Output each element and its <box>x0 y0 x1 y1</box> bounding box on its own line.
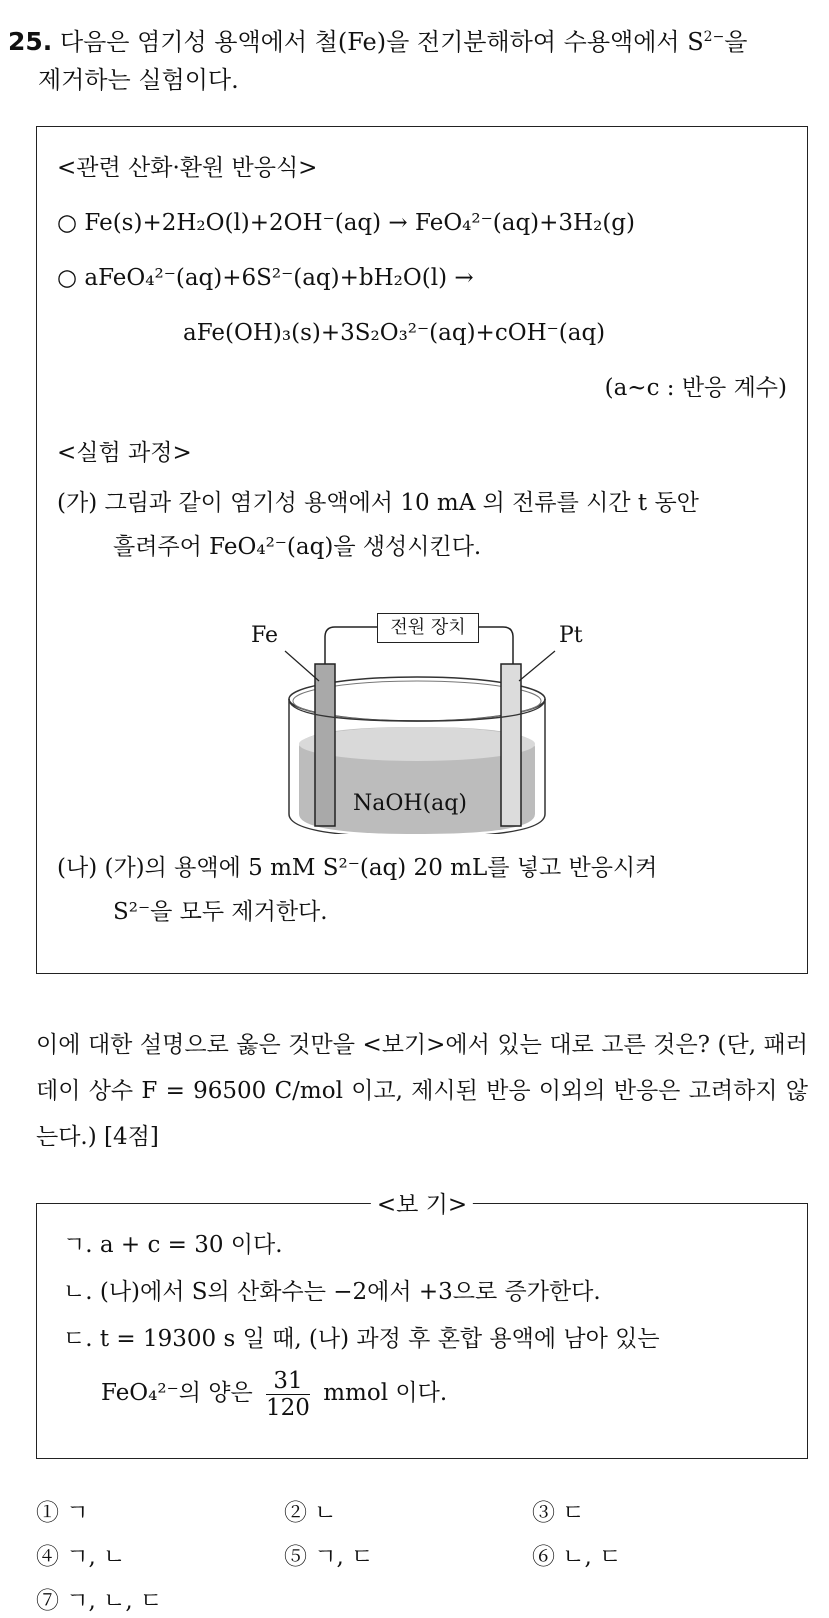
bogi-item-3-post: mmol 이다. <box>323 1380 448 1406</box>
electrolysis-figure <box>57 569 787 834</box>
bogi-title: <보 기> <box>371 1186 473 1219</box>
fraction <box>266 1368 310 1421</box>
coefficient-note: (a~c : 반응 계수) <box>604 375 787 401</box>
choice-1[interactable]: ① ㄱ <box>36 1500 89 1526</box>
question-text-line2: 제거하는 실험이다. <box>38 66 239 94</box>
procedure-title: <실험 과정> <box>57 440 192 466</box>
step-na-line1: (나) (가)의 용액에 5 mM S²⁻(aq) 20 mL를 넣고 반응시켜 <box>57 855 658 881</box>
power-supply-label: 전원 장치 <box>377 613 479 643</box>
reactions-title: <관련 산화·환원 반응식> <box>57 155 318 181</box>
ion-charge: 2− <box>703 29 725 45</box>
reaction-2-right: aFe(OH)₃(s)+3S₂O₃²⁻(aq)+cOH⁻(aq) <box>183 320 606 346</box>
bogi-item-2: ㄴ. (나)에서 S의 산화수는 −2에서 +3으로 증가한다. <box>63 1279 601 1305</box>
question-text-line1: 다음은 염기성 용액에서 철(Fe)을 전기분해하여 수용액에서 S <box>59 28 704 56</box>
choice-6[interactable]: ⑥ ㄴ, ㄷ <box>532 1544 622 1570</box>
choice-2[interactable]: ② ㄴ <box>284 1500 337 1526</box>
fraction-numerator: 31 <box>266 1368 310 1395</box>
experiment-box <box>36 126 808 974</box>
question-number: 25. <box>8 27 53 56</box>
choice-4[interactable]: ④ ㄱ, ㄴ <box>36 1544 126 1570</box>
bogi-box <box>36 1192 808 1459</box>
choice-3[interactable]: ③ ㄷ <box>532 1500 585 1526</box>
step-ga-line2: 흘려주어 FeO₄²⁻(aq)을 생성시킨다. <box>113 534 482 560</box>
question-stem <box>8 18 818 99</box>
choice-7[interactable]: ⑦ ㄱ, ㄴ, ㄷ <box>36 1588 163 1614</box>
question-prompt: 이에 대한 설명으로 옳은 것만을 <보기>에서 있는 대로 고른 것은? (단, 패러데이 상수 F = 96500 C/mol 이고, 제시된 반응 이외의 반응은 고려하지 않는다.) [4점] <box>36 1032 808 1150</box>
step-na <box>57 846 787 934</box>
step-ga <box>57 481 787 569</box>
choice-5[interactable]: ⑤ ㄱ, ㄷ <box>284 1544 374 1570</box>
bogi-item-3-line1: ㄷ. t = 19300 s 일 때, (나) 과정 후 혼합 용액에 남아 있는 <box>63 1326 660 1352</box>
reaction-2-left: ○ aFeO₄²⁻(aq)+6S²⁻(aq)+bH₂O(l) → <box>57 265 474 291</box>
solution-label: NaOH(aq) <box>353 791 467 816</box>
reaction-1: ○ Fe(s)+2H₂O(l)+2OH⁻(aq) → FeO₄²⁻(aq)+3H₂(g) <box>57 210 635 236</box>
fraction-denominator: 120 <box>266 1394 310 1421</box>
fe-electrode-label: Fe <box>251 623 279 648</box>
bogi-item-3-line2 <box>63 1363 783 1423</box>
step-na-line2: S²⁻을 모두 제거한다. <box>113 899 328 925</box>
bogi-item-3-pre: FeO₄²⁻의 양은 <box>101 1380 253 1406</box>
bogi-item-1: ㄱ. a + c = 30 이다. <box>63 1232 283 1258</box>
step-ga-line1: (가) 그림과 같이 염기성 용액에서 10 mA 의 전류를 시간 t 동안 <box>57 490 699 516</box>
question-text-line1-end: 을 <box>724 28 748 56</box>
pt-electrode-label: Pt <box>559 623 583 648</box>
